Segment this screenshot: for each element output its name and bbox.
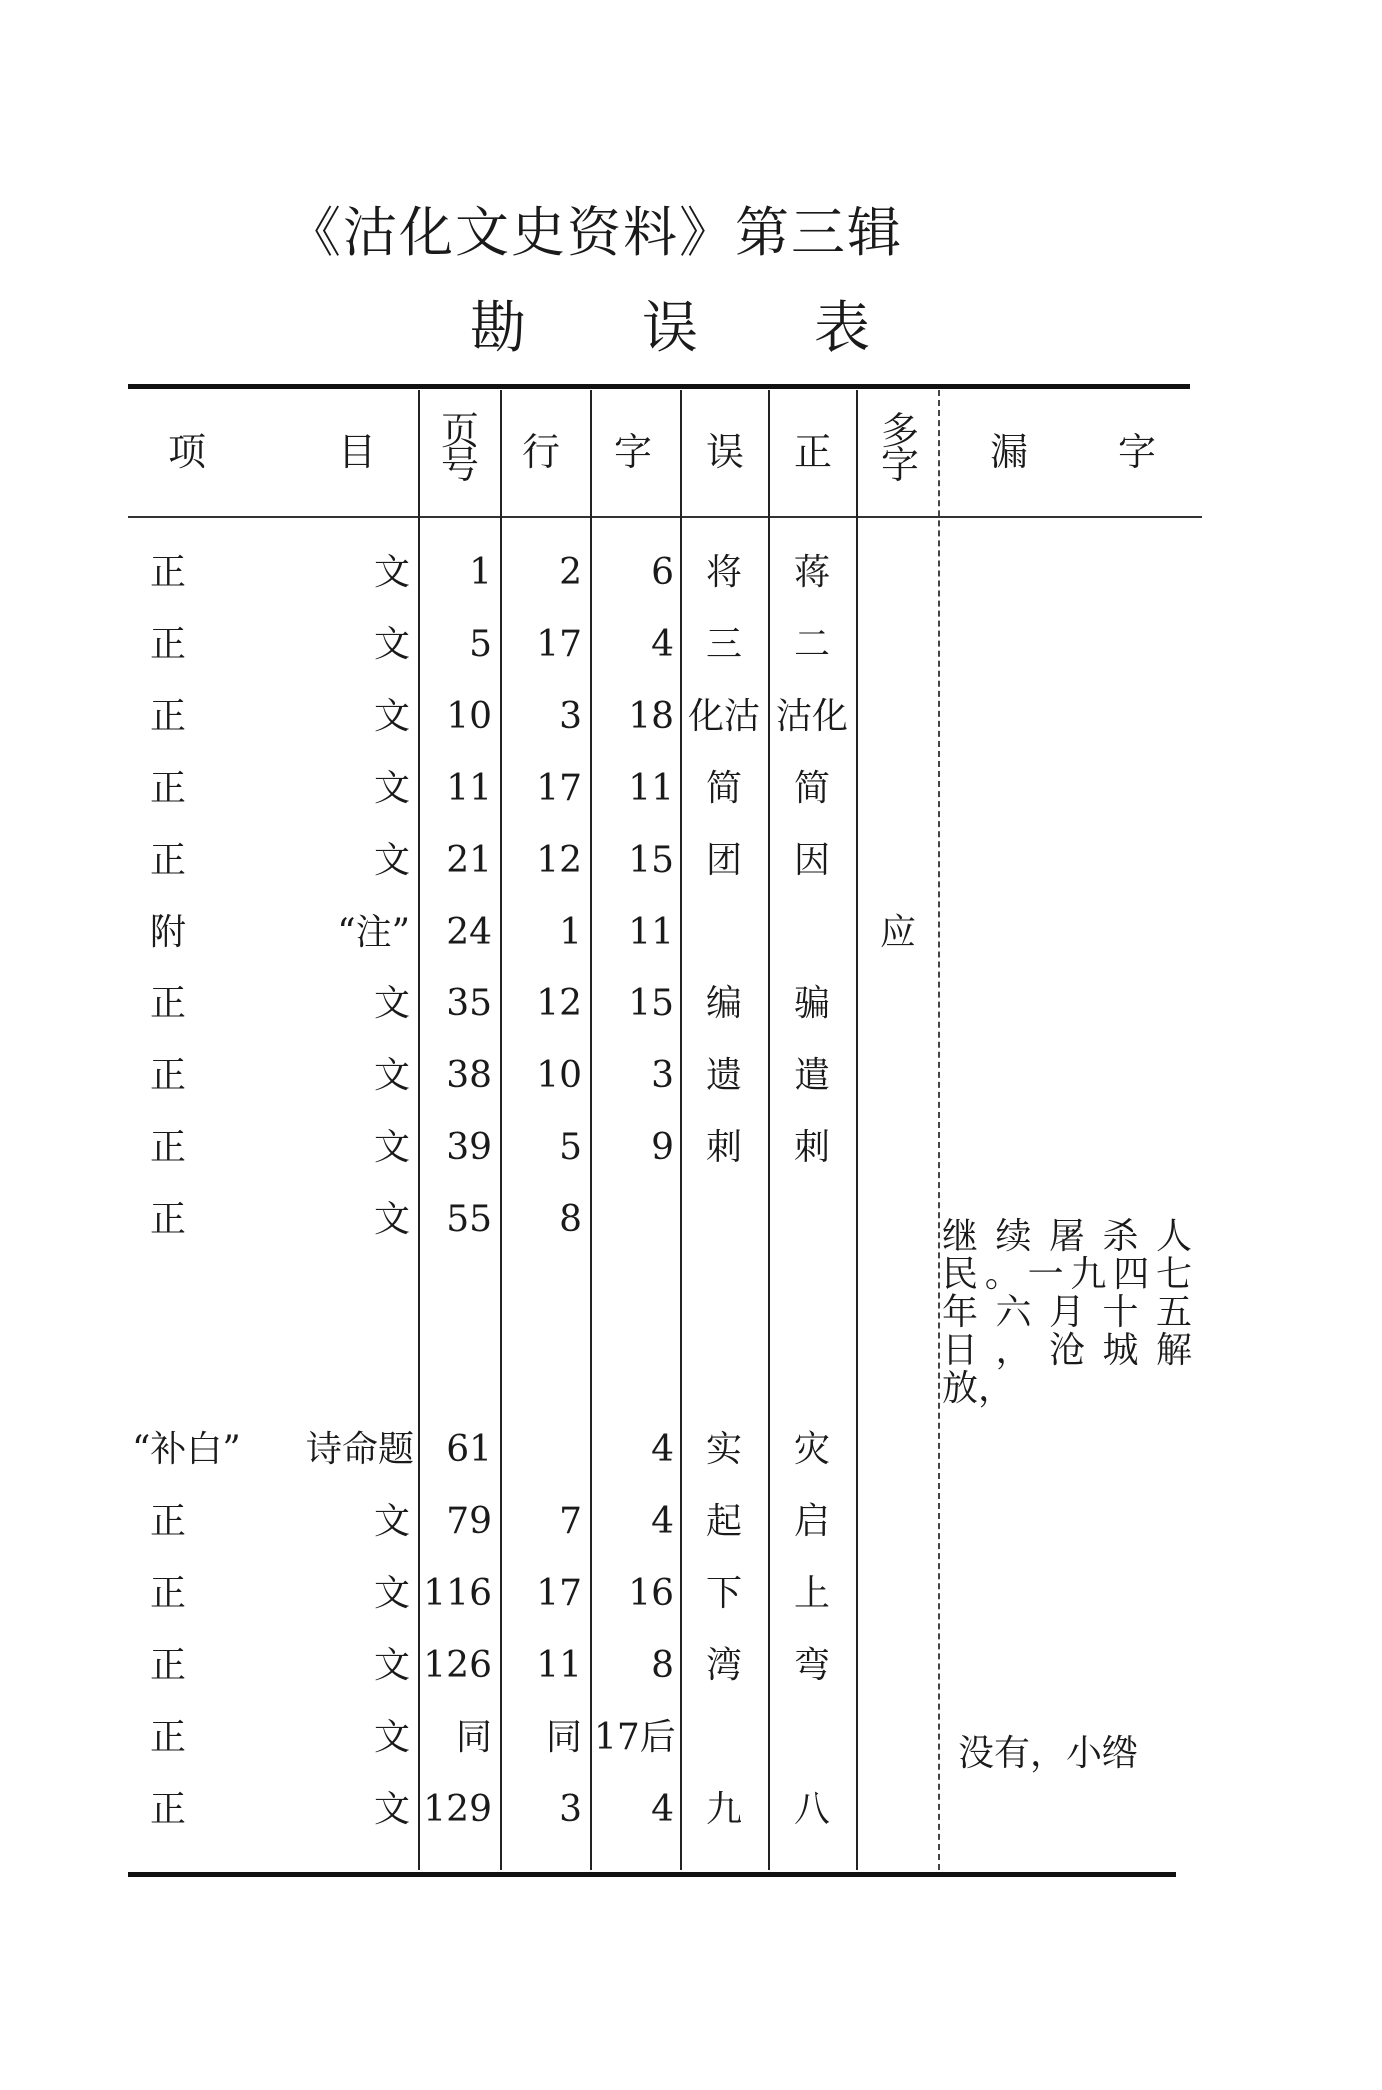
cell-item-a: 正 bbox=[150, 1501, 187, 1542]
cell-line: 3 bbox=[559, 1789, 582, 1830]
header-line: 行 bbox=[522, 430, 561, 474]
cell-wrong: 起 bbox=[705, 1501, 742, 1542]
column-divider bbox=[856, 390, 858, 1870]
subtitle-char: 误 bbox=[642, 296, 698, 361]
cell-wrong: 三 bbox=[705, 624, 742, 665]
cell-char: 11 bbox=[628, 768, 674, 809]
table-top-rule bbox=[128, 384, 1190, 389]
cell-item-b: 文 bbox=[373, 1127, 410, 1168]
cell-correct: 遣 bbox=[793, 1055, 830, 1096]
cell-item-b: 文 bbox=[373, 983, 410, 1024]
cell-item-a: 正 bbox=[150, 1789, 187, 1830]
cell-char: 8 bbox=[651, 1645, 674, 1686]
column-divider bbox=[590, 390, 592, 1870]
cell-item-a: 正 bbox=[150, 552, 187, 593]
cell-item-a: 附 bbox=[150, 912, 187, 953]
subtitle-char: 表 bbox=[814, 296, 870, 361]
subtitle-char: 勘 bbox=[470, 296, 526, 361]
cell-line: 5 bbox=[559, 1127, 582, 1168]
cell-page: 35 bbox=[446, 983, 492, 1024]
cell-page: 10 bbox=[446, 696, 492, 737]
cell-line: 12 bbox=[536, 983, 582, 1024]
header-item-left: 项 bbox=[168, 430, 207, 474]
cell-line: 12 bbox=[536, 840, 582, 881]
cell-char: 6 bbox=[651, 552, 674, 593]
cell-item-a: 正 bbox=[150, 1055, 187, 1096]
header-extra: 多字 bbox=[880, 409, 919, 487]
table-bottom-rule bbox=[128, 1872, 1176, 1877]
cell-page: 38 bbox=[446, 1055, 492, 1096]
cell-item-b: 文 bbox=[373, 1573, 410, 1614]
cell-item-b: 文 bbox=[373, 552, 410, 593]
cell-item-a: 正 bbox=[150, 1199, 187, 1240]
header-char: 字 bbox=[614, 430, 653, 474]
cell-correct: 弯 bbox=[793, 1645, 830, 1686]
cell-line: 2 bbox=[559, 552, 582, 593]
cell-page: 55 bbox=[446, 1199, 492, 1240]
cell-correct: 沽化 bbox=[775, 696, 848, 737]
cell-char: 4 bbox=[651, 624, 674, 665]
cell-item-b: 文 bbox=[373, 840, 410, 881]
cell-line: 11 bbox=[536, 1645, 582, 1686]
cell-line: 1 bbox=[559, 912, 582, 953]
cell-page: 79 bbox=[446, 1501, 492, 1542]
cell-correct: 灾 bbox=[793, 1429, 830, 1470]
cell-char: 15 bbox=[628, 840, 674, 881]
cell-item-a: 正 bbox=[150, 840, 187, 881]
cell-wrong: 实 bbox=[705, 1429, 742, 1470]
header-missing-left: 漏 bbox=[990, 430, 1029, 474]
cell-item-b: 诗命题 bbox=[305, 1429, 414, 1470]
header-missing-right: 字 bbox=[1118, 430, 1157, 474]
cell-extra: 应 bbox=[879, 912, 916, 953]
cell-page: 129 bbox=[423, 1789, 492, 1830]
document-title: 《沽化文史资料》第三辑 bbox=[287, 201, 903, 264]
header-item-right: 目 bbox=[338, 430, 377, 474]
cell-line: 17 bbox=[536, 1573, 582, 1614]
cell-item-a: 正 bbox=[150, 1717, 187, 1758]
cell-correct: 简 bbox=[793, 768, 830, 809]
cell-item-b: 文 bbox=[373, 696, 410, 737]
cell-char: 16 bbox=[628, 1573, 674, 1614]
cell-item-a: 正 bbox=[150, 1127, 187, 1168]
cell-page: 21 bbox=[446, 840, 492, 881]
document-subtitle bbox=[470, 284, 870, 364]
cell-line: 17 bbox=[536, 768, 582, 809]
cell-page: 116 bbox=[423, 1573, 492, 1614]
cell-char: 4 bbox=[651, 1789, 674, 1830]
cell-item-b: 文 bbox=[373, 1055, 410, 1096]
cell-item-b: 文 bbox=[373, 1645, 410, 1686]
cell-page: 11 bbox=[446, 768, 492, 809]
cell-item-a: 正 bbox=[150, 696, 187, 737]
cell-char: 4 bbox=[651, 1429, 674, 1470]
cell-wrong: 团 bbox=[705, 840, 742, 881]
cell-item-a: 正 bbox=[150, 1645, 187, 1686]
cell-item-b: 文 bbox=[373, 768, 410, 809]
cell-line: 7 bbox=[559, 1501, 582, 1542]
cell-page: 5 bbox=[469, 624, 492, 665]
cell-item-b: 文 bbox=[373, 624, 410, 665]
cell-item-b: 文 bbox=[373, 1199, 410, 1240]
missing-text-row-15: 没有，小绺 bbox=[958, 1733, 1139, 1774]
cell-item-b: “注” bbox=[337, 912, 410, 953]
cell-correct: 二 bbox=[793, 624, 830, 665]
header-page: 页号 bbox=[440, 409, 479, 487]
cell-correct: 因 bbox=[793, 840, 830, 881]
cell-wrong: 刺 bbox=[705, 1127, 742, 1168]
cell-page: 39 bbox=[446, 1127, 492, 1168]
cell-wrong: 化沽 bbox=[687, 696, 760, 737]
cell-char: 3 bbox=[651, 1055, 674, 1096]
cell-wrong: 九 bbox=[705, 1789, 742, 1830]
cell-item-b: 文 bbox=[373, 1717, 410, 1758]
cell-line: 17 bbox=[536, 624, 582, 665]
column-divider bbox=[938, 390, 940, 1870]
cell-wrong: 简 bbox=[705, 768, 742, 809]
cell-correct: 上 bbox=[793, 1573, 830, 1614]
cell-item-b: 文 bbox=[373, 1789, 410, 1830]
cell-page: 61 bbox=[446, 1429, 492, 1470]
cell-correct: 骗 bbox=[793, 983, 830, 1024]
cell-correct: 八 bbox=[793, 1789, 830, 1830]
cell-char: 11 bbox=[628, 912, 674, 953]
cell-correct: 刺 bbox=[793, 1127, 830, 1168]
cell-page: 同 bbox=[455, 1717, 492, 1758]
cell-line: 3 bbox=[559, 696, 582, 737]
cell-char: 4 bbox=[651, 1501, 674, 1542]
cell-correct: 启 bbox=[793, 1501, 830, 1542]
cell-item-b: 文 bbox=[373, 1501, 410, 1542]
table-header-rule bbox=[128, 516, 1202, 518]
cell-char: 17后 bbox=[594, 1717, 676, 1758]
cell-char: 9 bbox=[651, 1127, 674, 1168]
cell-line: 8 bbox=[559, 1199, 582, 1240]
cell-page: 24 bbox=[446, 912, 492, 953]
header-correct: 正 bbox=[794, 430, 833, 474]
cell-wrong: 遗 bbox=[705, 1055, 742, 1096]
cell-wrong: 编 bbox=[705, 983, 742, 1024]
header-wrong: 误 bbox=[706, 430, 745, 474]
cell-wrong: 下 bbox=[705, 1573, 742, 1614]
missing-text-row-10: 继续屠杀人民。一九四七年六月十五日，沧城解放， bbox=[942, 1216, 1192, 1409]
cell-page: 1 bbox=[469, 552, 492, 593]
cell-line: 10 bbox=[536, 1055, 582, 1096]
cell-line: 同 bbox=[545, 1717, 582, 1758]
cell-item-a: 正 bbox=[150, 983, 187, 1024]
cell-char: 15 bbox=[628, 983, 674, 1024]
column-divider bbox=[500, 390, 502, 1870]
cell-correct: 蒋 bbox=[793, 552, 830, 593]
cell-item-a: 正 bbox=[150, 624, 187, 665]
cell-char: 18 bbox=[628, 696, 674, 737]
cell-item-a: 正 bbox=[150, 1573, 187, 1614]
cell-wrong: 将 bbox=[705, 552, 742, 593]
cell-page: 126 bbox=[423, 1645, 492, 1686]
cell-item-a: “补白” bbox=[132, 1429, 241, 1470]
cell-wrong: 湾 bbox=[705, 1645, 742, 1686]
cell-item-a: 正 bbox=[150, 768, 187, 809]
